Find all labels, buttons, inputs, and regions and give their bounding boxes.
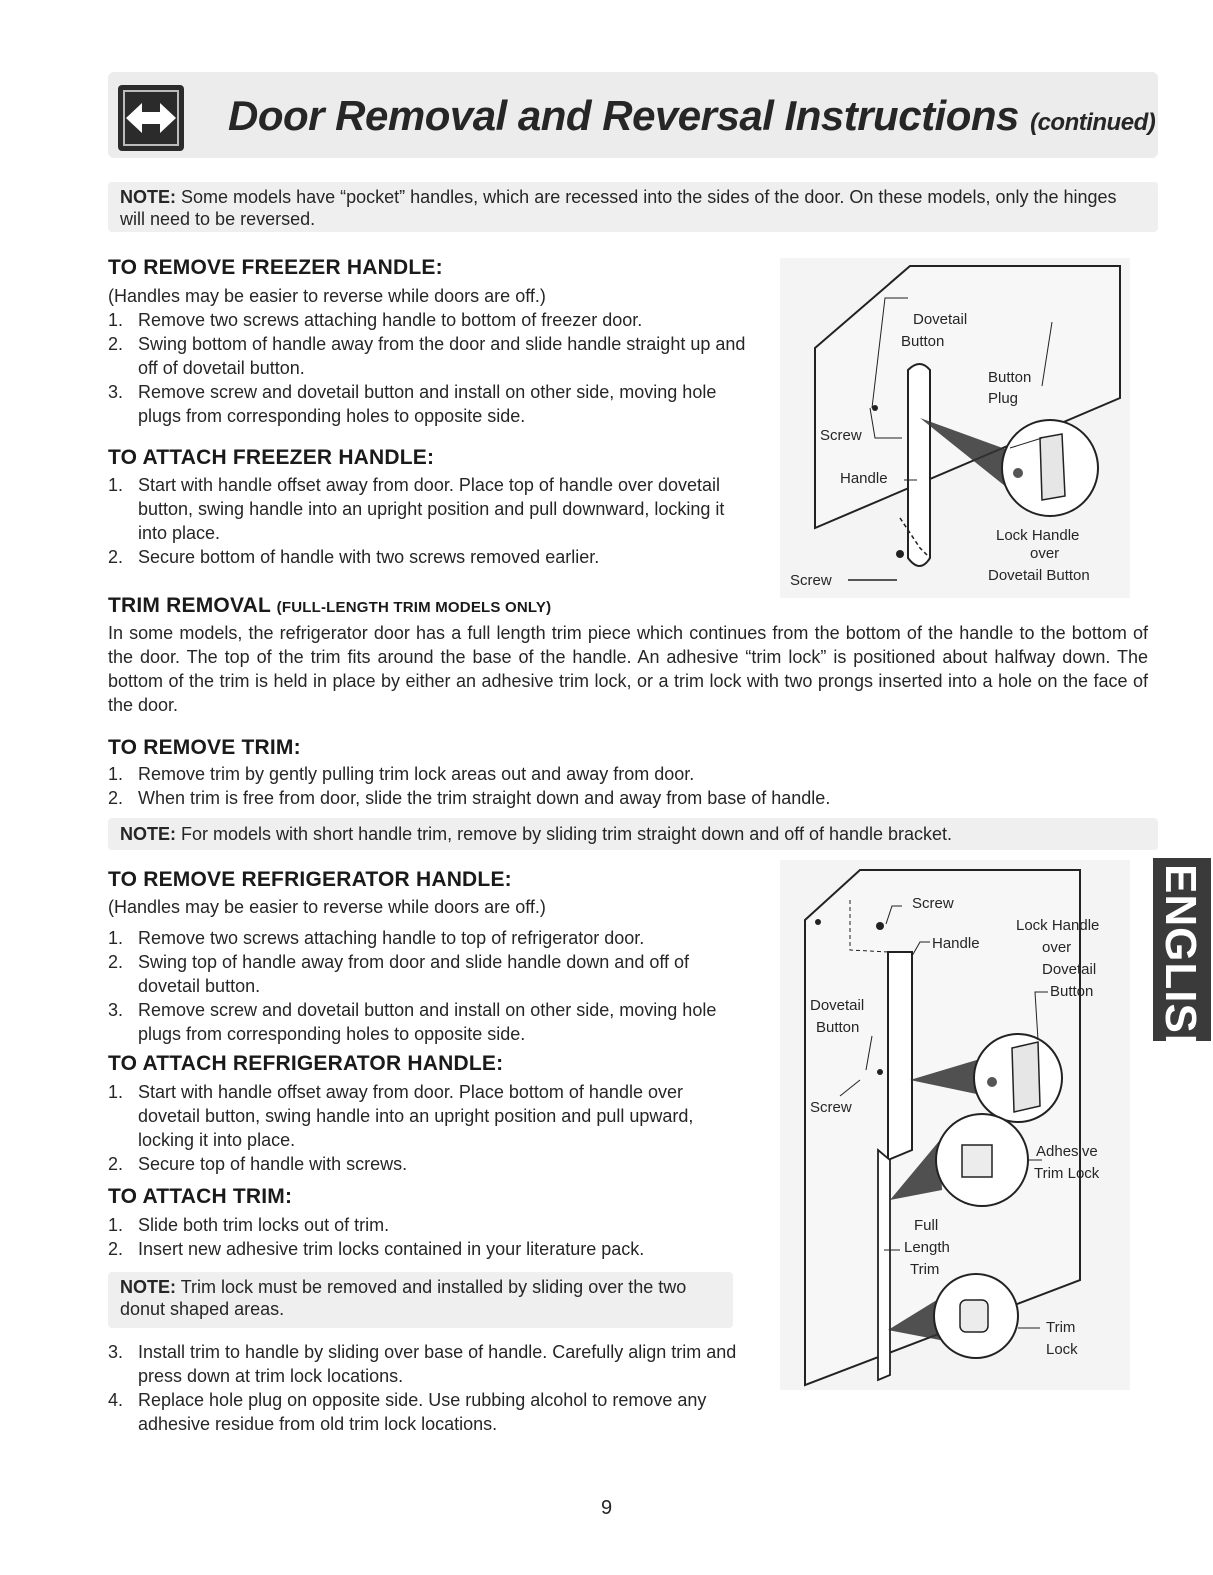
heading-attach-freezer-handle: TO ATTACH FREEZER HANDLE:: [108, 446, 435, 469]
label-trim-lock-2: Lock: [1046, 1341, 1078, 1358]
attach-trim-steps-a: [108, 1213, 748, 1261]
list-item: 2. Secure top of handle with screws.: [108, 1154, 408, 1174]
note-donut: [120, 1276, 725, 1320]
attach-trim-steps-b: [108, 1340, 748, 1436]
language-tab-label: ENGLISH: [1156, 864, 1205, 1067]
label-button: Button: [816, 1019, 860, 1036]
page-title: [228, 92, 1155, 140]
label-lock-handle-1: Lock Handle: [996, 527, 1080, 544]
label-adhesive-2: Trim Lock: [1034, 1165, 1100, 1182]
remove-freezer-intro: (Handles may be easier to reverse while doors are off.): [108, 286, 546, 306]
label-screw-mid: Screw: [810, 1099, 852, 1116]
heading-remove-refrigerator-handle: TO REMOVE REFRIGERATOR HANDLE:: [108, 868, 512, 891]
language-tab: [1153, 858, 1211, 1067]
page-title-main: Door Removal and Reversal Instructions: [228, 92, 1019, 139]
note-text: For models with short handle trim, remove by sliding trim straight down and off of handle bracket.: [181, 824, 953, 844]
list-item: 1. Start with handle offset away from door. Place top of handle over dovetail button, swing handle into an upright position and pull downward, locking it into place.: [108, 475, 725, 543]
label-handle: Handle: [840, 470, 888, 487]
label-screw-top: Screw: [912, 895, 954, 912]
list-item: 1. Start with handle offset away from door. Place bottom of handle over dovetail button, swing handle into an upright position and pull upward, locking it into place.: [108, 1082, 694, 1150]
label-dovetail: Dovetail: [810, 997, 865, 1014]
list-item: 3. Remove screw and dovetail button and install on other side, moving hole plugs from corresponding holes to opposite side.: [108, 382, 717, 426]
attach-refrigerator-steps: [108, 1080, 748, 1176]
label-lock-handle-2: over: [1042, 939, 1072, 956]
list-item: 3. Remove screw and dovetail button and install on other side, moving hole plugs from corresponding holes to opposite side.: [108, 1000, 717, 1044]
refrigerator-handle-diagram: [780, 860, 1130, 1390]
heading-attach-refrigerator-handle: TO ATTACH REFRIGERATOR HANDLE:: [108, 1052, 504, 1075]
note-pocket-handles: [120, 186, 1145, 230]
trim-removal-paragraph: In some models, the refrigerator door has a full length trim piece which continues from the bottom of the handle to the bottom of the door. The top of the trim fits around the base of the handle. An adhesive “trim lock” is positioned about halfway down. The bottom of the trim is held in place by either an adhesive trim lock, or a trim lock with two prongs inserted into a hole on the face of the door.: [108, 623, 1148, 715]
label-lock-handle-3: Dovetail Button: [988, 567, 1090, 584]
heading-attach-trim: TO ATTACH TRIM:: [108, 1185, 293, 1208]
remove-freezer-steps: [108, 308, 748, 428]
label-full-3: Trim: [910, 1261, 940, 1278]
door-reversal-arrows-icon: [118, 85, 184, 151]
list-item: 2. Insert new adhesive trim locks contained in your literature pack.: [108, 1239, 645, 1259]
label-button: Button: [901, 333, 945, 350]
label-handle: Handle: [932, 935, 980, 952]
label-screw-bottom: Screw: [790, 572, 832, 589]
list-item: 1. Remove trim by gently pulling trim lock areas out and away from door.: [108, 764, 695, 784]
trim-removal-heading-small: (FULL-LENGTH TRIM MODELS ONLY): [276, 599, 552, 616]
heading-remove-freezer-handle: TO REMOVE FREEZER HANDLE:: [108, 256, 443, 279]
page-number: 9: [600, 1497, 613, 1519]
page-title-suffix: (continued): [1030, 109, 1156, 136]
note-label: NOTE:: [120, 187, 176, 207]
label-lock-handle-1: Lock Handle: [1016, 917, 1100, 934]
note-label: NOTE:: [120, 824, 176, 844]
remove-refrigerator-intro: (Handles may be easier to reverse while doors are off.): [108, 897, 546, 917]
label-button-plug-1: Button: [988, 369, 1032, 386]
attach-freezer-steps: [108, 473, 748, 569]
remove-trim-steps: [108, 762, 1148, 810]
label-screw-top: Screw: [820, 427, 862, 444]
note-text: Trim lock must be removed and installed by sliding over the two donut shaped areas.: [120, 1277, 687, 1319]
list-item: 2. Swing bottom of handle away from the door and slide handle straight up and off of dovetail button.: [108, 334, 746, 378]
label-button-plug-2: Plug: [988, 390, 1019, 407]
list-item: 2. Swing top of handle away from door and slide handle down and off of dovetail button.: [108, 952, 690, 996]
label-full-2: Length: [904, 1239, 950, 1256]
list-item: 3. Install trim to handle by sliding over base of handle. Carefully align trim and press down at trim lock locations.: [108, 1342, 737, 1386]
label-lock-handle-4: Button: [1050, 983, 1094, 1000]
label-trim-lock-1: Trim: [1046, 1319, 1076, 1336]
label-full-1: Full: [914, 1217, 939, 1234]
label-dovetail: Dovetail: [913, 311, 968, 328]
heading-remove-trim: TO REMOVE TRIM:: [108, 736, 301, 759]
list-item: 1. Remove two screws attaching handle to bottom of freezer door.: [108, 310, 643, 330]
list-item: 1. Slide both trim locks out of trim.: [108, 1215, 390, 1235]
list-item: 4. Replace hole plug on opposite side. Use rubbing alcohol to remove any adhesive residue from old trim lock locations.: [108, 1390, 707, 1434]
label-adhesive-1: Adhesive: [1036, 1143, 1098, 1160]
list-item: 2. When trim is free from door, slide the trim straight down and away from base of handle.: [108, 788, 831, 808]
freezer-handle-diagram: [780, 258, 1130, 598]
label-lock-handle-3: Dovetail: [1042, 961, 1097, 978]
label-lock-handle-2: over: [1030, 545, 1060, 562]
note-label: NOTE:: [120, 1277, 176, 1297]
trim-removal-heading: TRIM REMOVAL: [108, 594, 271, 617]
note-text: Some models have “pocket” handles, which are recessed into the sides of the door. On these models, only the hinges will need to be reversed.: [120, 187, 1117, 229]
note-short-trim: [120, 823, 1145, 845]
heading-trim-removal: [108, 594, 551, 618]
list-item: 1. Remove two screws attaching handle to top of refrigerator door.: [108, 928, 645, 948]
list-item: 2. Secure bottom of handle with two screws removed earlier.: [108, 547, 600, 567]
remove-refrigerator-steps: [108, 926, 748, 1046]
